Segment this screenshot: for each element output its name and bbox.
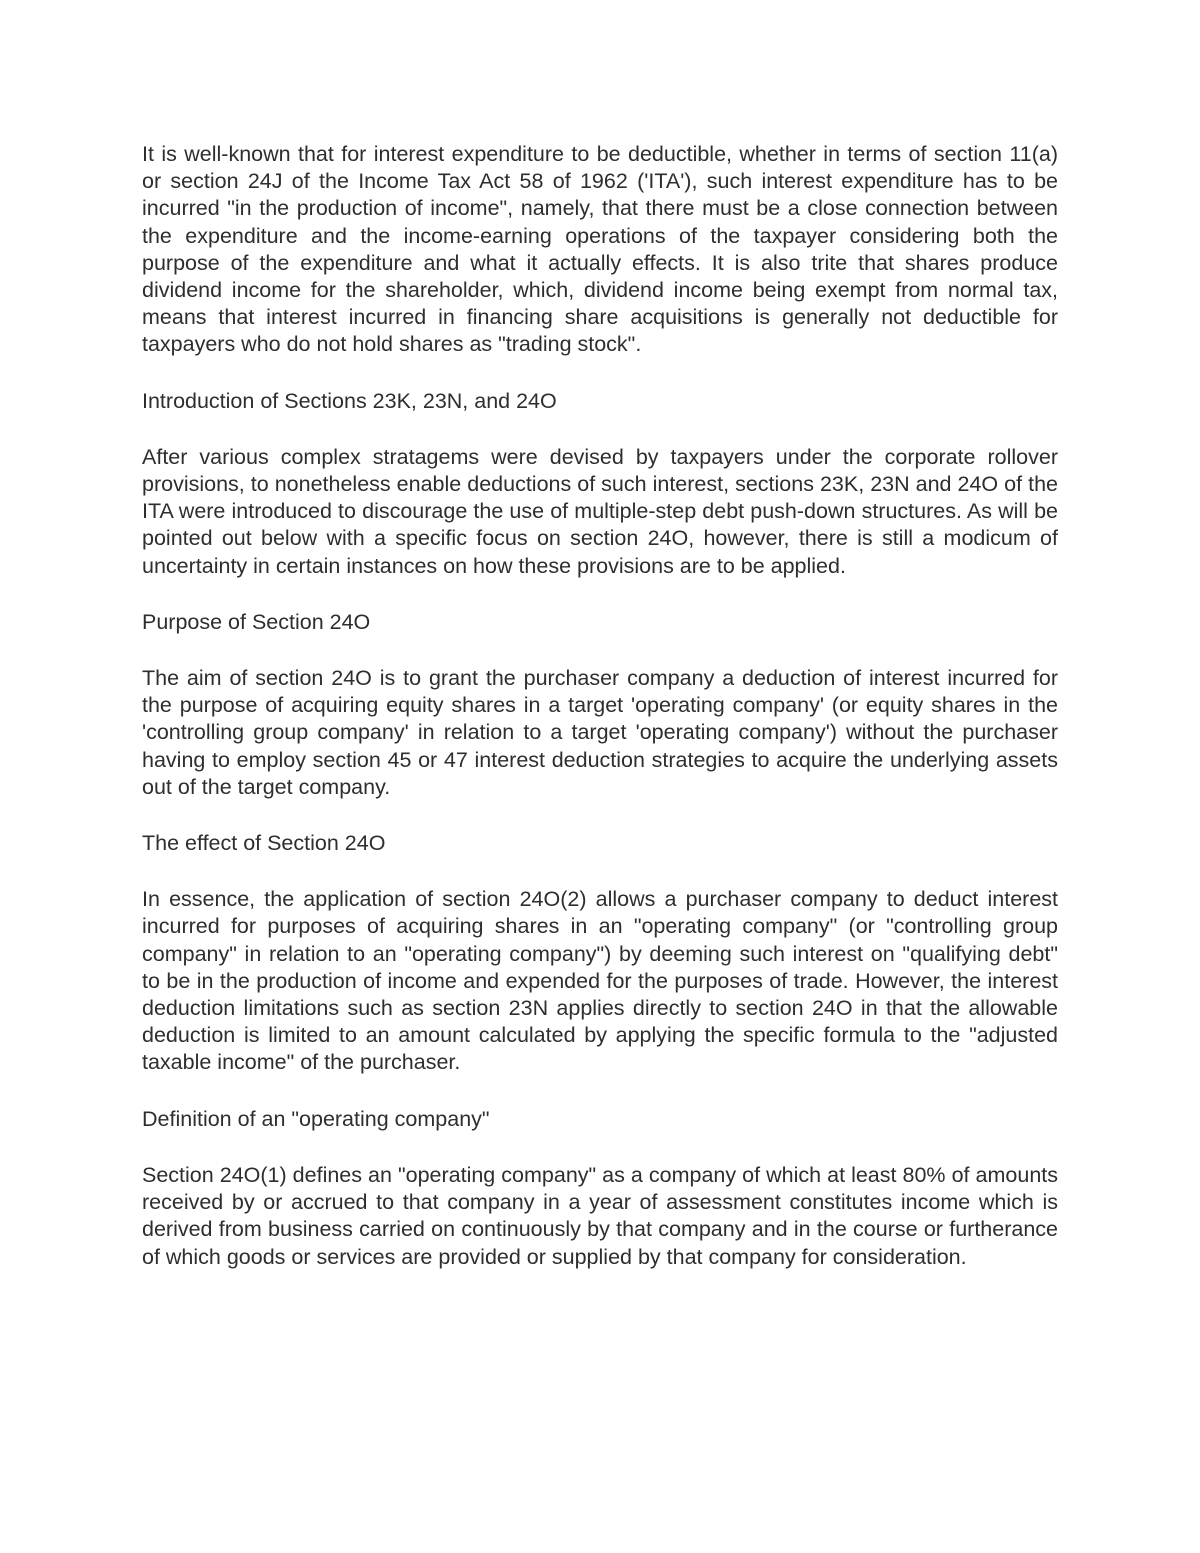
introduction-paragraph: After various complex stratagems were devised by taxpayers under the corporate rollover provisions, to nonetheless enable deductions of such interest, sections 23K, 23N and 24O of the ITA were introduced to discourage the use of multiple-step debt push-down structures. As will be pointed out below with a specific focus on section 24O, however, there is still a modicum of uncertainty in certain instances on how these provisions are to be applied.: [142, 444, 1058, 578]
section-heading-effect: The effect of Section 24O: [142, 831, 386, 856]
document-page: [142, 141, 1058, 1300]
definition-paragraph: Section 24O(1) defines an "operating company" as a company of which at least 80% of amounts received by or accrued to that company in a year of assessment constitutes income which is derived from business carried on continuously by that company and in the course or furtherance of which goods or services are provided or supplied by that company for consideration.: [142, 1162, 1058, 1269]
intro-paragraph: It is well-known that for interest expenditure to be deductible, whether in terms of section 11(a) or section 24J of the Income Tax Act 58 of 1962 ('ITA'), such interest expenditure has to be incurred "in the production of income", namely, that there must be a close connection between the expenditure and the income-earning operations of the taxpayer considering both the purpose of the expenditure and what it actually effects. It is also trite that shares produce dividend income for the shareholder, which, dividend income being exempt from normal tax, means that interest incurred in financing share acquisitions is generally not deductible for taxpayers who do not hold shares as "trading stock".: [142, 142, 1058, 357]
section-heading-definition: Definition of an "operating company": [142, 1106, 490, 1131]
effect-paragraph: In essence, the application of section 24O(2) allows a purchaser company to deduct interest incurred for purposes of acquiring shares in an "operating company" (or "controlling group company" in relation to an "operating company") by deeming such interest on "qualifying debt" to be in the production of income and expended for the purposes of trade. However, the interest deduction limitations such as section 23N applies directly to section 24O in that the allowable deduction is limited to an amount calculated by applying the specific formula to the "adjusted taxable income" of the purchaser.: [142, 887, 1058, 1075]
purpose-paragraph: The aim of section 24O is to grant the purchaser company a deduction of interest incurred for the purpose of acquiring equity shares in a target 'operating company' (or equity shares in the 'controlling group company' in relation to a target 'operating company') without the purchaser having to employ section 45 or 47 interest deduction strategies to acquire the underlying assets out of the target company.: [142, 666, 1058, 799]
section-heading-purpose: Purpose of Section 24O: [142, 609, 371, 634]
section-heading-introduction: Introduction of Sections 23K, 23N, and 24O: [142, 388, 557, 413]
